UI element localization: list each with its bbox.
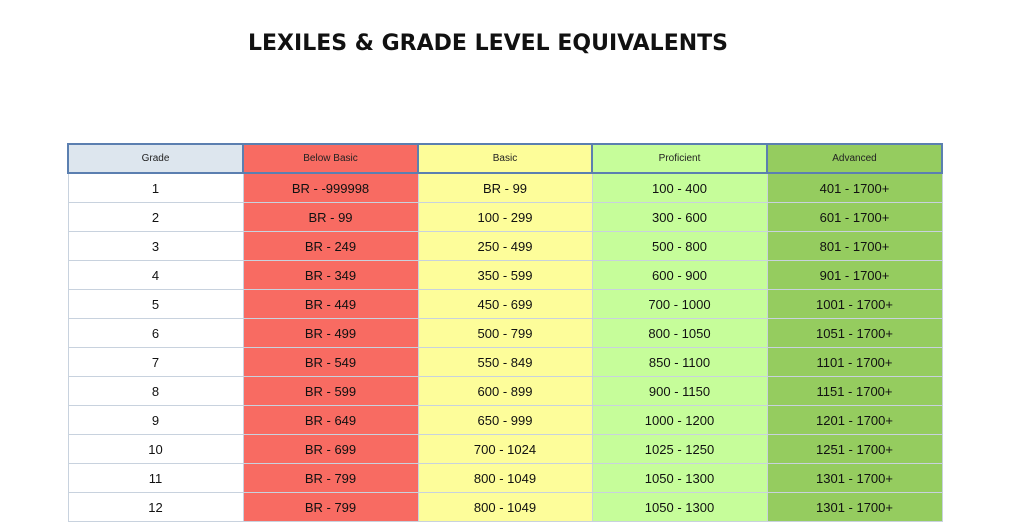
table-row bbox=[68, 435, 942, 464]
advanced-cell: 1251 - 1700+ bbox=[767, 435, 942, 464]
below-basic-cell: BR - 99 bbox=[243, 203, 418, 232]
basic-cell: 500 - 799 bbox=[418, 319, 592, 348]
proficient-cell: 1000 - 1200 bbox=[592, 406, 767, 435]
header-below-basic: Below Basic bbox=[243, 144, 418, 173]
table-row bbox=[68, 232, 942, 261]
proficient-cell: 850 - 1100 bbox=[592, 348, 767, 377]
advanced-cell: 1201 - 1700+ bbox=[767, 406, 942, 435]
table-row bbox=[68, 464, 942, 493]
lexile-grade-table bbox=[67, 143, 943, 522]
header-grade: Grade bbox=[68, 144, 243, 173]
grade-cell: 7 bbox=[68, 348, 243, 377]
proficient-cell: 500 - 800 bbox=[592, 232, 767, 261]
header-advanced: Advanced bbox=[767, 144, 942, 173]
table-row bbox=[68, 406, 942, 435]
basic-cell: 250 - 499 bbox=[418, 232, 592, 261]
basic-cell: 600 - 899 bbox=[418, 377, 592, 406]
grade-cell: 10 bbox=[68, 435, 243, 464]
basic-cell: 550 - 849 bbox=[418, 348, 592, 377]
grade-cell: 11 bbox=[68, 464, 243, 493]
proficient-cell: 1025 - 1250 bbox=[592, 435, 767, 464]
grade-cell: 3 bbox=[68, 232, 243, 261]
advanced-cell: 601 - 1700+ bbox=[767, 203, 942, 232]
grade-cell: 12 bbox=[68, 493, 243, 522]
below-basic-cell: BR - -999998 bbox=[243, 173, 418, 203]
advanced-cell: 1051 - 1700+ bbox=[767, 319, 942, 348]
advanced-cell: 1301 - 1700+ bbox=[767, 493, 942, 522]
grade-cell: 1 bbox=[68, 173, 243, 203]
below-basic-cell: BR - 349 bbox=[243, 261, 418, 290]
basic-cell: 350 - 599 bbox=[418, 261, 592, 290]
table-row bbox=[68, 348, 942, 377]
grade-cell: 4 bbox=[68, 261, 243, 290]
grade-cell: 2 bbox=[68, 203, 243, 232]
below-basic-cell: BR - 249 bbox=[243, 232, 418, 261]
proficient-cell: 600 - 900 bbox=[592, 261, 767, 290]
table-body bbox=[68, 173, 942, 522]
below-basic-cell: BR - 649 bbox=[243, 406, 418, 435]
basic-cell: 100 - 299 bbox=[418, 203, 592, 232]
below-basic-cell: BR - 699 bbox=[243, 435, 418, 464]
below-basic-cell: BR - 549 bbox=[243, 348, 418, 377]
basic-cell: 800 - 1049 bbox=[418, 464, 592, 493]
basic-cell: 650 - 999 bbox=[418, 406, 592, 435]
grade-cell: 6 bbox=[68, 319, 243, 348]
table-row bbox=[68, 203, 942, 232]
advanced-cell: 901 - 1700+ bbox=[767, 261, 942, 290]
advanced-cell: 1101 - 1700+ bbox=[767, 348, 942, 377]
proficient-cell: 700 - 1000 bbox=[592, 290, 767, 319]
basic-cell: 800 - 1049 bbox=[418, 493, 592, 522]
proficient-cell: 900 - 1150 bbox=[592, 377, 767, 406]
proficient-cell: 800 - 1050 bbox=[592, 319, 767, 348]
advanced-cell: 1151 - 1700+ bbox=[767, 377, 942, 406]
proficient-cell: 1050 - 1300 bbox=[592, 493, 767, 522]
proficient-cell: 1050 - 1300 bbox=[592, 464, 767, 493]
table-row bbox=[68, 290, 942, 319]
below-basic-cell: BR - 799 bbox=[243, 464, 418, 493]
table-row bbox=[68, 261, 942, 290]
proficient-cell: 300 - 600 bbox=[592, 203, 767, 232]
basic-cell: 700 - 1024 bbox=[418, 435, 592, 464]
proficient-cell: 100 - 400 bbox=[592, 173, 767, 203]
advanced-cell: 1001 - 1700+ bbox=[767, 290, 942, 319]
header-proficient: Proficient bbox=[592, 144, 767, 173]
header-basic: Basic bbox=[418, 144, 592, 173]
grade-cell: 9 bbox=[68, 406, 243, 435]
table-row bbox=[68, 377, 942, 406]
table-header-row bbox=[68, 144, 942, 173]
advanced-cell: 1301 - 1700+ bbox=[767, 464, 942, 493]
advanced-cell: 401 - 1700+ bbox=[767, 173, 942, 203]
advanced-cell: 801 - 1700+ bbox=[767, 232, 942, 261]
table-row bbox=[68, 319, 942, 348]
below-basic-cell: BR - 499 bbox=[243, 319, 418, 348]
grade-cell: 8 bbox=[68, 377, 243, 406]
below-basic-cell: BR - 799 bbox=[243, 493, 418, 522]
below-basic-cell: BR - 599 bbox=[243, 377, 418, 406]
below-basic-cell: BR - 449 bbox=[243, 290, 418, 319]
basic-cell: BR - 99 bbox=[418, 173, 592, 203]
page-title: LEXILES & GRADE LEVEL EQUIVALENTS bbox=[248, 31, 728, 56]
grade-cell: 5 bbox=[68, 290, 243, 319]
table-row bbox=[68, 173, 942, 203]
table-row bbox=[68, 493, 942, 522]
basic-cell: 450 - 699 bbox=[418, 290, 592, 319]
